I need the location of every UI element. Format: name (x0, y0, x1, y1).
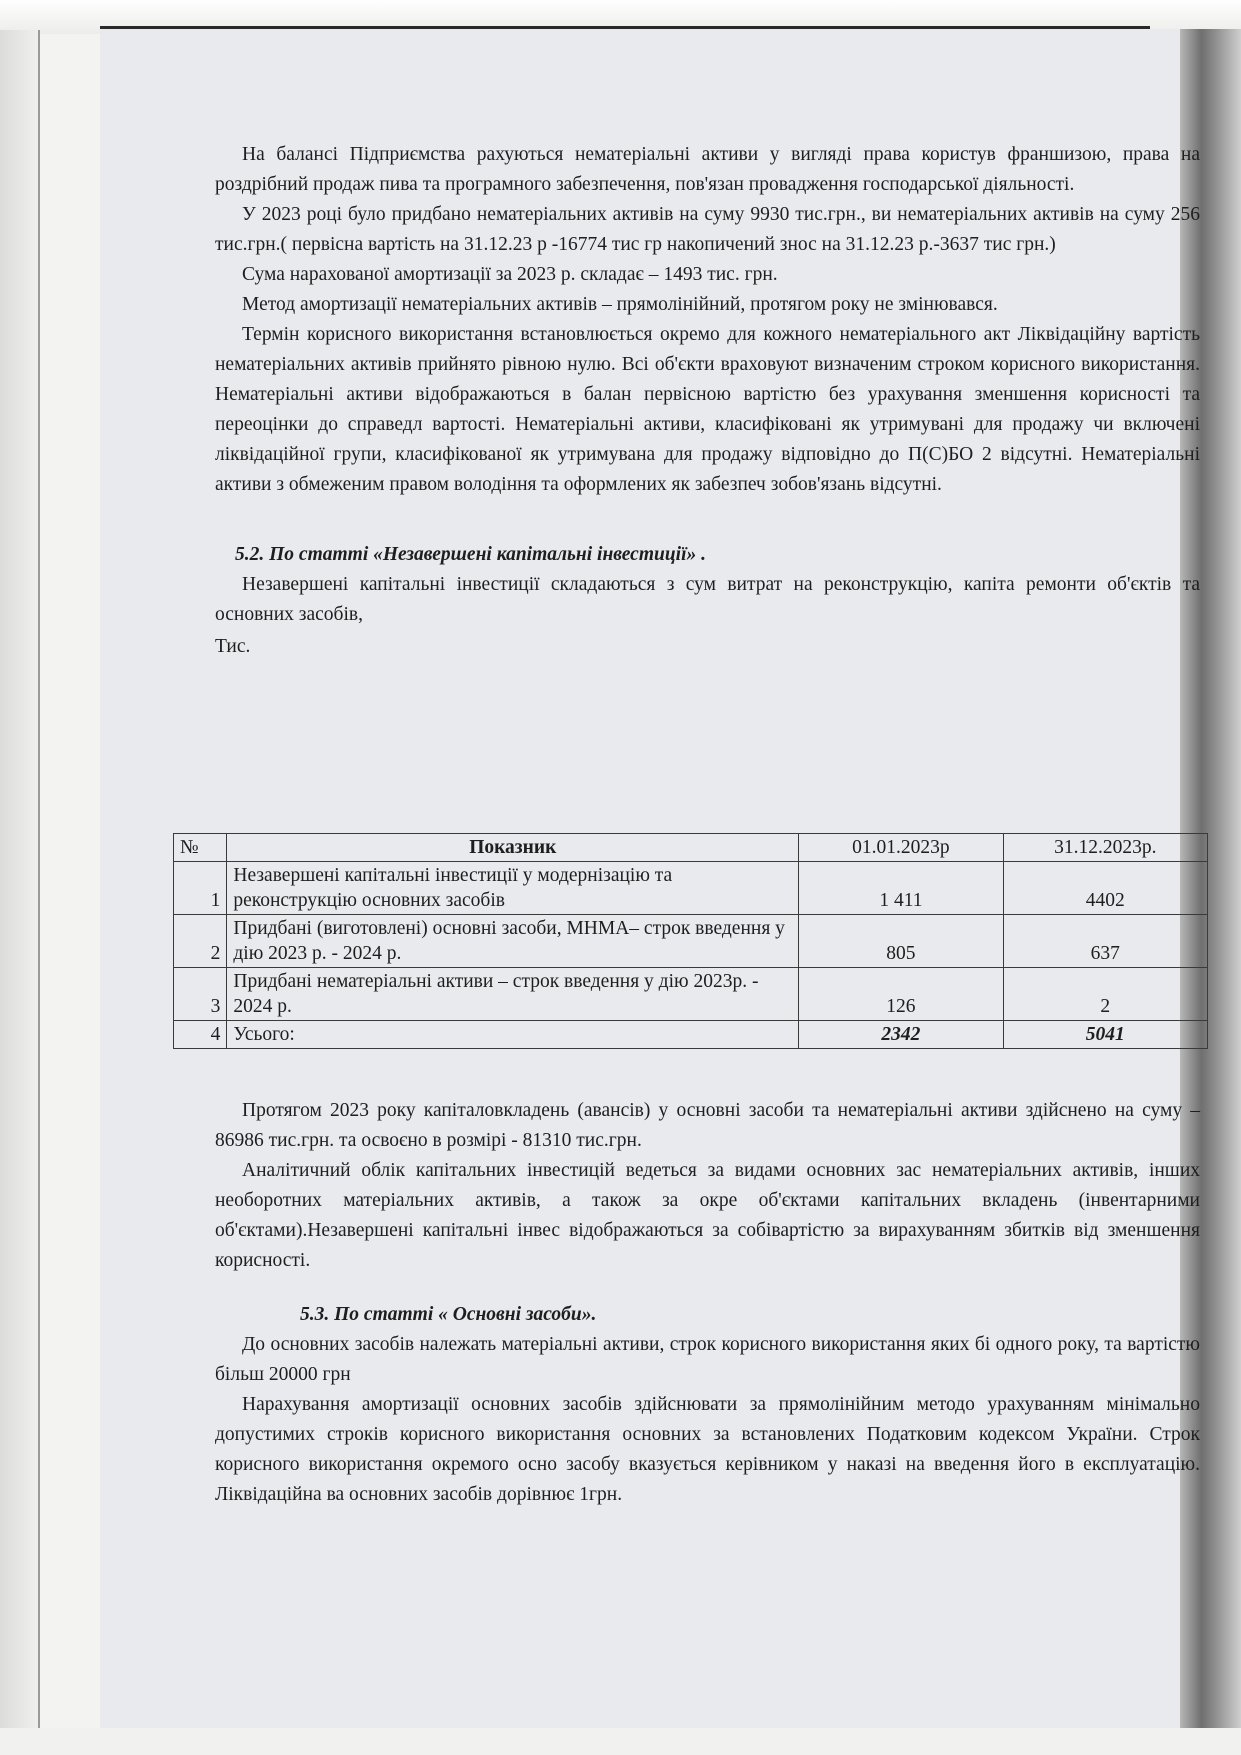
row-value-end: 2 (1003, 968, 1207, 1021)
paragraph-analytical-accounting: Аналітичний облік капітальних інвестицій ведеться за видами основних зас нематеріальних активів, інших необоротних матеріальних активів, а також за окре об'єктами капітальних вкладень (інвентарними об'єктами).Незавершені капітальні інвес відображаються за собівартістю за вирахуванням збитків від зменшення корисності. (215, 1160, 1200, 1271)
row-indicator: Придбані (виготовлені) основні засоби, МНМА– строк введення у дію 2023 р. - 2024 р. (227, 915, 799, 968)
document-body-bottom (215, 1096, 1200, 1510)
total-value-start: 2342 (799, 1021, 1003, 1049)
header-indicator: Показник (227, 834, 799, 862)
table-row (174, 968, 1208, 1021)
table-row (174, 915, 1208, 968)
table-total-row (174, 1021, 1208, 1049)
row-indicator: Придбані нематеріальні активи – строк введення у дію 2023р. - 2024 р. (227, 968, 799, 1021)
scan-left-edge (0, 30, 40, 1755)
row-value-end: 637 (1003, 915, 1207, 968)
row-value-start: 805 (799, 915, 1003, 968)
table-header-row (174, 834, 1208, 862)
paragraph-construction-intro: Незавершені капітальні інвестиції складаються з сум витрат на реконструкцію, капіта ремонти об'єктів та основних засобів, (215, 574, 1200, 625)
paragraph-amortization-sum: Сума нарахованої амортизації за 2023 р. складає – 1493 тис. грн. (242, 264, 778, 285)
document-body-top (215, 140, 1200, 662)
paragraph-capital-advances: Протягом 2023 року капіталовкладень (авансів) у основні засоби та нематеріальні активи здійснено на суму – 86986 тис.грн. та освоєно в розмірі - 81310 тис.грн. (215, 1100, 1200, 1151)
paragraph-intangible-assets: На балансі Підприємства рахуються нематеріальні активи у вигляді права користув франшизою, права на роздрібний продаж пива та програмного забезпечення, пов'язан провадження господарської діяльності. (215, 144, 1200, 195)
row-value-start: 1 411 (799, 862, 1003, 915)
paragraph-depreciation-method: Нарахування амортизації основних засобів здійснювати за прямолінійним методо урахуванням мінімально допустимих строків корисного використання основних за встановлених Податковим кодексом України. Строк корисного використання окремого осно засобу вказується керівником у наказі на введення його в експлуатацію. Ліквідаційна ва основних засобів дорівнює 1грн. (215, 1394, 1200, 1505)
total-value-end: 5041 (1003, 1021, 1207, 1049)
paragraph-amortization-method: Метод амортизації нематеріальних активів – прямолінійний, протягом року не змінювався. (242, 294, 998, 315)
header-date-start: 01.01.2023р (799, 834, 1003, 862)
capital-investments-table (173, 833, 1208, 1049)
row-value-end: 4402 (1003, 862, 1207, 915)
section-heading-5-3: 5.3. По статті « Основні засоби». (300, 1304, 597, 1325)
table-row (174, 862, 1208, 915)
scan-bottom-edge (0, 1728, 1241, 1755)
paragraph-useful-life: Термін корисного використання встановлюється окремо для кожного нематеріального акт Ліквідаційну вартість нематеріальних активів прийнято рівною нулю. Всі об'єкти враховуют визначеним строком корисного використання. Нематеріальні активи відображаються в балан первісною вартістю без урахування зменшення корисності та переоцінки до справедл вартості. Нематеріальні активи, класифіковані як утримувані для продажу чи включені ліквідаційної групи, класифікованої як утримувана для продажу відповідно до П(С)БО 2 відсутні. Нематеріальні активи з обмеженим правом володіння та оформлених як забезпеч зобов'язань відсутні. (215, 324, 1200, 495)
scan-top-rule (100, 26, 1150, 29)
header-date-end: 31.12.2023р. (1003, 834, 1207, 862)
row-number: 4 (174, 1021, 227, 1049)
row-number: 2 (174, 915, 227, 968)
row-indicator: Усього: (227, 1021, 799, 1049)
row-value-start: 126 (799, 968, 1003, 1021)
scan-left-border (38, 30, 40, 1730)
section-heading-5-2: 5.2. По статті «Незавершені капітальні інвестиції» . (235, 544, 707, 565)
row-indicator: Незавершені капітальні інвестиції у модернізацію та реконструкцію основних засобів (227, 862, 799, 915)
row-number: 1 (174, 862, 227, 915)
header-number: № (174, 834, 227, 862)
row-number: 3 (174, 968, 227, 1021)
units-label: Тис. (215, 636, 251, 657)
paragraph-purchases-2023: У 2023 році було придбано нематеріальних активів на суму 9930 тис.грн., ви нематеріальних активів на суму 256 тис.грн.( первісна вартість на 31.12.23 р -16774 тис гр накопичений знос на 31.12.23 р.-3637 тис грн.) (215, 204, 1200, 255)
paragraph-fixed-assets-definition: До основних засобів належать матеріальні активи, строк корисного використання яких бі одного року, та вартістю більш 20000 грн (215, 1334, 1200, 1385)
